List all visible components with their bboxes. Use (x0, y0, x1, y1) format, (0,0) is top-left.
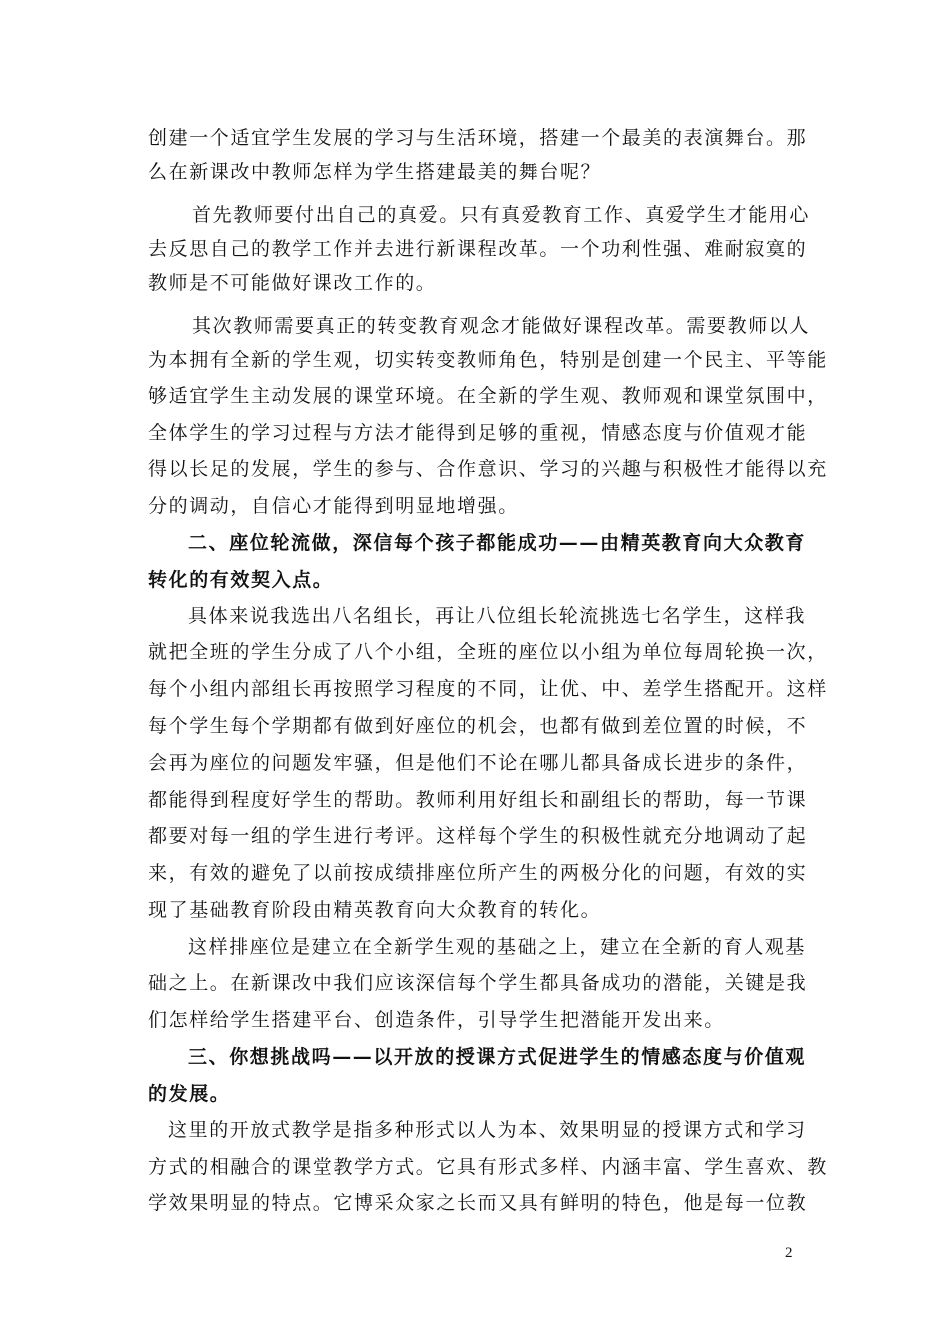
text-line: 方式的相融合的课堂教学方式。它具有形式多样、内涵丰富、学生喜欢、教 (148, 1156, 828, 1178)
text-line: 去反思自己的教学工作并去进行新课程改革。一个功利性强、难耐寂寞的 (148, 238, 808, 260)
text-line: 具体来说我选出八名组长，再让八位组长轮流挑选七名学生，这样我 (188, 605, 807, 627)
text-line: 学效果明显的特点。它博采众家之长而又具有鲜明的特色，他是每一位教 (148, 1192, 808, 1214)
text-line: 这里的开放式教学是指多种形式以人为本、效果明显的授课方式和学习 (168, 1119, 807, 1141)
section-heading: 二、座位轮流做，深信每个孩子都能成功——由精英教育向大众教育 (188, 532, 807, 554)
text-line: 会再为座位的问题发牢骚，但是他们不论在哪儿都具备成长进步的条件， (148, 752, 808, 774)
section-heading: 的发展。 (148, 1083, 231, 1105)
text-line: 就把全班的学生分成了八个小组，全班的座位以小组为单位每周轮换一次， (148, 641, 828, 663)
text-line: 其次教师需要真正的转变教育观念才能做好课程改革。需要教师以人 (192, 315, 811, 337)
text-line: 础之上。在新课改中我们应该深信每个学生都具备成功的潜能，关键是我 (148, 972, 808, 994)
text-line: 全体学生的学习过程与方法才能得到足够的重视，情感态度与价值观才能 (148, 422, 808, 444)
page-number: 2 (785, 1245, 793, 1261)
text-line: 都要对每一组的学生进行考评。这样每个学生的积极性就充分地调动了起 (148, 825, 808, 847)
text-line: 么在新课改中教师怎样为学生搭建最美的舞台呢？ (148, 161, 602, 183)
section-heading: 三、你想挑战吗——以开放的授课方式促进学生的情感态度与价值观 (188, 1046, 807, 1068)
text-line: 首先教师要付出自己的真爱。只有真爱教育工作、真爱学生才能用心 (192, 204, 811, 226)
text-line: 分的调动，自信心才能得到明显地增强。 (148, 495, 519, 517)
text-line: 都能得到程度好学生的帮助。教师利用好组长和副组长的帮助，每一节课 (148, 789, 808, 811)
text-line: 创建一个适宜学生发展的学习与生活环境，搭建一个最美的表演舞台。那 (148, 127, 808, 149)
text-line: 每个学生每个学期都有做到好座位的机会，也都有做到差位置的时候，不 (148, 715, 808, 737)
text-line: 们怎样给学生搭建平台、创造条件，引导学生把潜能开发出来。 (148, 1009, 725, 1031)
text-line: 现了基础教育阶段由精英教育向大众教育的转化。 (148, 899, 602, 921)
text-line: 为本拥有全新的学生观，切实转变教师角色，特别是创建一个民主、平等能 (148, 349, 828, 371)
section-heading: 转化的有效契入点。 (148, 569, 334, 591)
text-line: 教师是不可能做好课改工作的。 (148, 272, 437, 294)
text-line: 够适宜学生主动发展的课堂环境。在全新的学生观、教师观和课堂氛围中， (148, 385, 828, 407)
text-line: 每个小组内部组长再按照学习程度的不同，让优、中、差学生搭配开。这样 (148, 678, 828, 700)
text-line: 这样排座位是建立在全新学生观的基础之上，建立在全新的育人观基 (188, 936, 807, 958)
text-line: 来，有效的避免了以前按成绩排座位所产生的两极分化的问题，有效的实 (148, 862, 808, 884)
text-line: 得以长足的发展，学生的参与、合作意识、学习的兴趣与积极性才能得以充 (148, 458, 828, 480)
